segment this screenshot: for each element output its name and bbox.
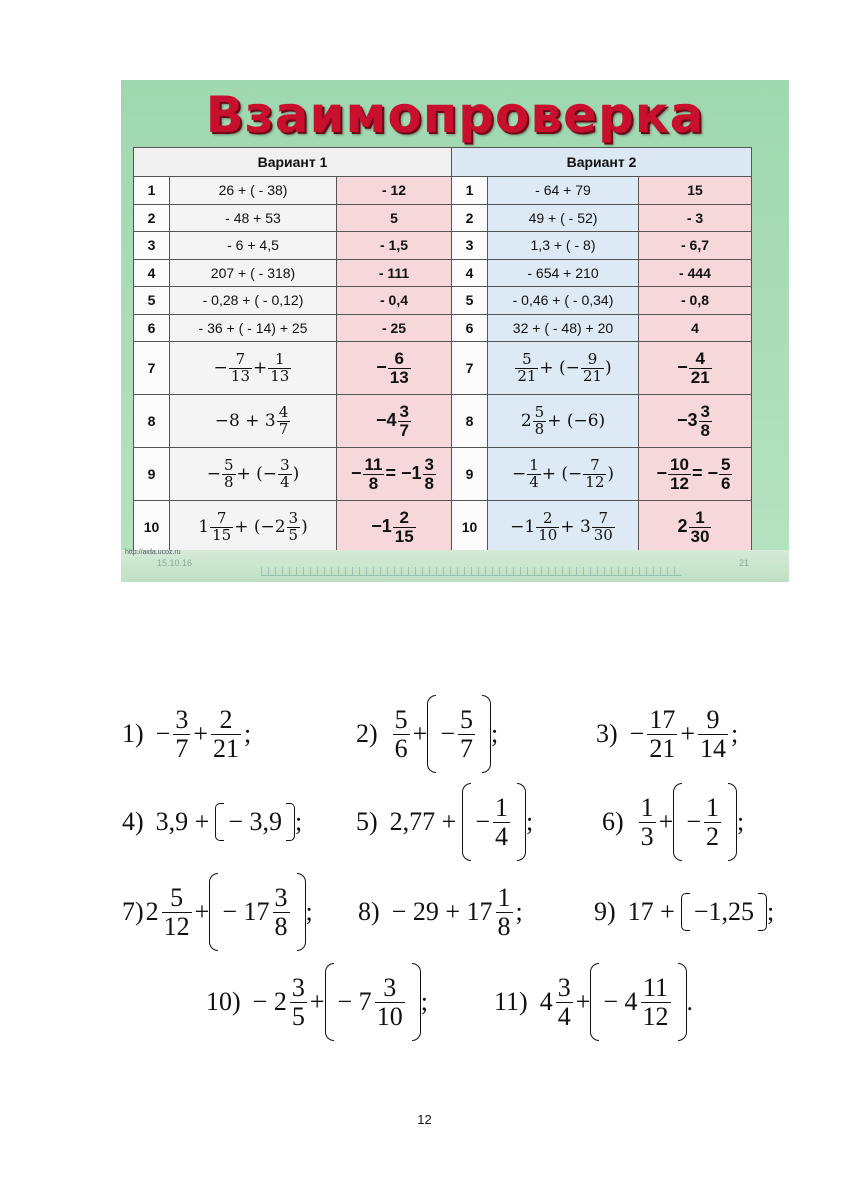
slide-title: Взаимопроверка [205, 86, 705, 144]
denominator: 6 [721, 473, 731, 493]
numerator: 5 [534, 402, 545, 421]
denominator: 30 [593, 525, 613, 544]
whole-part: −1 [401, 462, 422, 483]
denominator: 21 [517, 366, 537, 385]
v2-expression: − $\frac{1}{4}$ + (− $\frac{7}{12}$ ) [488, 448, 639, 501]
denominator: 3 [640, 821, 654, 851]
whole-part: −3 [677, 409, 698, 430]
numerator: 4 [278, 402, 289, 421]
v1-expression: - 6 + 4,5 [170, 232, 337, 260]
numerator: 3 [274, 883, 288, 913]
numerator: 3 [700, 401, 710, 421]
exercise-label: 5) [356, 807, 378, 836]
denominator: 30 [690, 526, 710, 546]
whole-part: − 17 [222, 897, 270, 926]
v1-answer: - 0,4 [337, 287, 452, 315]
numerator: 11 [641, 974, 671, 1002]
fraction [290, 974, 307, 1030]
fraction [704, 794, 721, 850]
row-number: 4 [452, 259, 488, 287]
numerator: 7 [592, 511, 615, 528]
whole-part: 4 [539, 987, 553, 1016]
whole-part: − 7 [337, 987, 372, 1016]
denominator: 4 [280, 472, 290, 491]
fraction [698, 706, 728, 762]
denominator: 8 [497, 911, 511, 941]
v1-expression: 207 + ( - 318) [170, 259, 337, 287]
row-number: 7 [452, 342, 488, 395]
numerator: 3 [280, 455, 290, 474]
page-number: 12 [417, 1112, 432, 1127]
exercise-label: 9) [594, 897, 616, 926]
slide-date: 15.10.16 [157, 558, 193, 568]
denominator: 13 [230, 366, 250, 385]
parenthesis-group [590, 963, 686, 1041]
v2-answer: - 0,8 [639, 287, 752, 315]
denominator: 12 [163, 911, 190, 941]
row-number: 8 [134, 395, 170, 448]
numerator: 3 [175, 705, 189, 735]
denominator: 4 [557, 1001, 571, 1031]
numerator: 3 [399, 401, 409, 421]
numerator: 17 [649, 705, 676, 735]
denominator: 12 [670, 473, 689, 493]
denominator: 4 [529, 472, 539, 491]
numerator: 1 [268, 352, 291, 369]
v1-expression: - 36 + ( - 14) + 25 [170, 314, 337, 342]
fraction [458, 706, 475, 762]
numerator: 1 [689, 509, 712, 528]
v2-answer: - 444 [639, 259, 752, 287]
exercise-item: 11) 4 $\frac{3}{4}$ + − 4 $\frac{11}{12}$ . [494, 960, 693, 1044]
denominator: 5 [291, 1001, 305, 1031]
row-number: 9 [134, 448, 170, 501]
denominator: 8 [368, 473, 379, 493]
numerator: 5 [721, 454, 731, 474]
denominator: 7 [399, 420, 409, 440]
numerator: 10 [670, 454, 689, 474]
row-number: 1 [452, 177, 488, 205]
numerator: 11 [364, 454, 383, 474]
denominator: 4 [495, 821, 509, 851]
fraction [556, 974, 573, 1030]
whole-part: 2 [145, 897, 159, 926]
numerator: 5 [394, 705, 408, 735]
v1-expression: − $\frac{5}{8}$ + (− $\frac{3}{4}$ ) [170, 448, 337, 501]
v1-expression: 26 + ( - 38) [170, 177, 337, 205]
denominator: 13 [270, 366, 290, 385]
row-number: 3 [134, 232, 170, 260]
numerator: 7 [583, 458, 606, 475]
exercise-label: 2) [356, 719, 378, 748]
exercise-label: 1) [122, 719, 144, 748]
numerator: 1 [706, 793, 720, 823]
exercise-label: 8) [358, 897, 380, 926]
exercise-item: 2) $\frac{5}{6}$ + − $\frac{5}{7}$ ; [356, 694, 498, 774]
denominator: 12 [585, 472, 605, 491]
parenthesis-group: − $\frac{1}{4}$ [462, 783, 526, 861]
denominator: 7 [460, 733, 474, 763]
numerator: 5 [460, 705, 474, 735]
parenthesis-group [325, 963, 421, 1041]
v2-answer: - 6,7 [639, 232, 752, 260]
parenthesis-group [209, 873, 305, 951]
denominator: 7 [175, 733, 189, 763]
whole-part: 1 [198, 516, 210, 537]
denominator: 14 [700, 733, 727, 763]
numerator: 5 [515, 352, 538, 369]
whole-part: −4 [376, 409, 397, 430]
denominator: 8 [274, 911, 288, 941]
v2-answer: 4 [639, 314, 752, 342]
v2-expression: 32 + ( - 48) + 20 [488, 314, 639, 342]
v1-answer: - 12 [337, 177, 452, 205]
parenthesis-group: − $\frac{1}{2}$ [673, 783, 737, 861]
exercise-label: 7) [122, 897, 144, 926]
numerator: 1 [529, 455, 539, 474]
denominator: 13 [389, 367, 409, 387]
denominator: 8 [700, 420, 710, 440]
fraction [162, 884, 192, 940]
expression-part: 2,77 + [389, 807, 457, 836]
whole-part: −1 [371, 515, 392, 536]
v1-answer: - 1,5 [337, 232, 452, 260]
v1-answer: - 111 [337, 259, 452, 287]
variant-1-header: Вариант 1 [134, 148, 452, 177]
parenthesis-group: − $\frac{5}{7}$ [427, 695, 491, 773]
numerator: 2 [536, 511, 559, 528]
whole-part: 2 [520, 410, 532, 431]
denominator: 10 [376, 1001, 403, 1031]
numerator: 3 [557, 973, 571, 1003]
variant-2-header: Вариант 2 [452, 148, 752, 177]
v1-expression: - 0,28 + ( - 0,12) [170, 287, 337, 315]
exercise-item: 3) − $\frac{17}{21}$ + $\frac{9}{14}$ ; [596, 705, 739, 763]
numerator: 1 [497, 883, 511, 913]
exercise-item: 5) 2,77 + − $\frac{1}{4}$ ; [356, 782, 533, 862]
row-number: 2 [452, 204, 488, 232]
row-number: 7 [134, 342, 170, 395]
v2-expression: 1,3 + ( - 8) [488, 232, 639, 260]
numerator: 3 [424, 454, 434, 474]
v2-expression: - 64 + 79 [488, 177, 639, 205]
exercise-label: 6) [602, 807, 624, 836]
denominator: 8 [534, 419, 545, 438]
row-number: 10 [134, 501, 170, 554]
row-number: 10 [452, 501, 488, 554]
denominator: 8 [424, 473, 434, 493]
numerator: 9 [581, 352, 604, 369]
v1-expression: - 48 + 53 [170, 204, 337, 232]
expression-part: − 3,9 [228, 807, 283, 836]
row-number: 6 [452, 314, 488, 342]
numerator: 7 [229, 352, 252, 369]
v2-expression: $\frac{5}{21}$ + (− $\frac{9}{21}$ ) [488, 342, 639, 395]
v1-answer: - 25 [337, 314, 452, 342]
numerator: 2 [393, 509, 416, 528]
slide-url: http://aida.ucoz.ru [125, 549, 181, 556]
expression-part: −8 + 3 [214, 410, 276, 431]
expression-part: −1,25 [693, 897, 755, 926]
fraction [211, 706, 241, 762]
exercise-label: 10) [206, 987, 241, 1016]
fraction [639, 794, 656, 850]
slide-number: 21 [738, 558, 749, 568]
fraction [375, 974, 405, 1030]
whole-part: − 4 [603, 987, 638, 1016]
row-number: 1 [134, 177, 170, 205]
v2-answer: − $\frac{4}{21}$ [639, 342, 752, 395]
expression-part: 17 + [627, 897, 675, 926]
numerator: 1 [495, 793, 509, 823]
whole-part: 2 [677, 515, 688, 536]
denominator: 21 [582, 366, 603, 385]
fraction [393, 706, 410, 762]
v2-answer: − $\frac{10}{12}$ = − $\frac{5}{6}$ [639, 448, 752, 501]
numerator: 5 [223, 455, 234, 474]
expression-part: 3,9 + [155, 807, 210, 836]
row-number: 2 [134, 204, 170, 232]
v1-answer: 5 [337, 204, 452, 232]
v2-expression: - 0,46 + ( - 0,34) [488, 287, 639, 315]
numerator: 1 [640, 793, 654, 823]
exercise-item: 8) − 29 + 17 $\frac{1}{8}$ ; [358, 883, 523, 941]
expression-part: + 3 [560, 516, 591, 537]
denominator: 5 [288, 525, 299, 544]
denominator: 15 [394, 526, 414, 546]
exercise-label: 3) [596, 719, 618, 748]
fraction [273, 884, 290, 940]
numerator: 9 [698, 706, 728, 734]
v2-expression: 49 + ( - 52) [488, 204, 639, 232]
row-number: 3 [452, 232, 488, 260]
fraction [173, 706, 190, 762]
numerator: 3 [291, 973, 305, 1003]
whole-part: −1 [510, 516, 536, 537]
whole-part: − 2 [252, 987, 287, 1016]
fraction [647, 706, 677, 762]
parenthesis-group [681, 893, 767, 931]
row-number: 6 [134, 314, 170, 342]
denominator: 21 [649, 733, 676, 763]
v1-answer: − $\frac{6}{13}$ [337, 342, 452, 395]
row-number: 5 [452, 287, 488, 315]
denominator: 15 [212, 525, 232, 544]
denominator: 2 [706, 821, 720, 851]
numerator: 7 [210, 511, 233, 528]
numerator: 3 [375, 974, 405, 1002]
fraction [641, 974, 671, 1030]
v2-answer: - 3 [639, 204, 752, 232]
expression-part: + (−2 [234, 516, 286, 537]
parenthesis-group [215, 803, 295, 841]
denominator: 8 [223, 472, 234, 491]
exercise-item: 6) $\frac{1}{3}$ + − $\frac{1}{2}$ ; [602, 782, 744, 862]
row-number: 8 [452, 395, 488, 448]
fraction [496, 884, 513, 940]
denominator: 21 [213, 733, 240, 763]
numerator: 3 [288, 508, 299, 527]
numerator: 6 [388, 350, 411, 369]
exercise-item: 9) 17 + −1,25 ; [594, 870, 774, 954]
exercise-item: 7) 2 $\frac{5}{12}$ + − 17 $\frac{3}{8}$ ; [122, 870, 313, 954]
exercise-item: 1) − $\frac{3}{7}$ + $\frac{2}{21}$ ; [122, 705, 252, 763]
exercise-item: 10) − 2 $\frac{3}{5}$ + − 7 $\frac{3}{10}$ ; [206, 960, 428, 1044]
exercise-label: 4) [122, 807, 144, 836]
fraction [493, 794, 510, 850]
expression-part: + (−6) [547, 410, 606, 431]
denominator: 7 [278, 419, 289, 438]
denominator: 10 [538, 525, 558, 544]
v2-answer: 15 [639, 177, 752, 205]
numerator: 4 [689, 350, 712, 369]
expression-part: − 29 + 17 [391, 897, 493, 926]
denominator: 6 [394, 733, 408, 763]
exercise-label: 11) [494, 987, 528, 1016]
v1-expression: 1 $\frac{7}{15}$ + (−2 $\frac{3}{5}$ ) [170, 501, 337, 554]
v2-expression: - 654 + 210 [488, 259, 639, 287]
row-number: 9 [452, 448, 488, 501]
row-number: 5 [134, 287, 170, 315]
denominator: 12 [642, 1001, 669, 1031]
numerator: 2 [211, 706, 241, 734]
denominator: 21 [690, 367, 710, 387]
v1-expression: − $\frac{7}{13}$ + $\frac{1}{13}$ [170, 342, 337, 395]
v1-answer: − $\frac{11}{8}$ = −1 $\frac{3}{8}$ [337, 448, 452, 501]
row-number: 4 [134, 259, 170, 287]
numerator: 5 [162, 884, 192, 912]
exercise-item: 4) 3,9 + − 3,9 ; [122, 782, 302, 862]
